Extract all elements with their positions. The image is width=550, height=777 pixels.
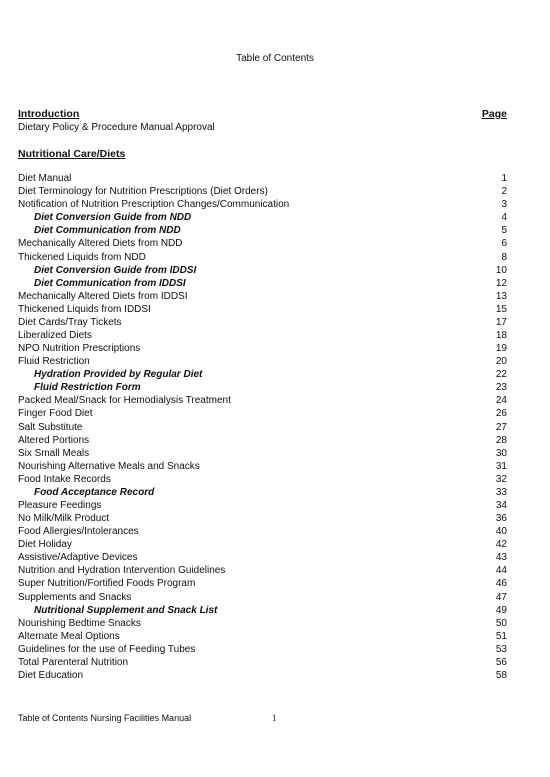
toc-entry-page: 53 [495,643,507,655]
toc-entry-label: Nourishing Bedtime Snacks [18,617,141,629]
toc-entry-page: 8 [501,251,507,263]
toc-subentry [18,486,507,499]
toc-subentry [18,368,507,381]
toc-entry [18,329,507,342]
toc-entry-label: Thickened Liquids from IDDSI [18,303,151,315]
toc-entry-label: Diet Education [18,670,84,681]
toc-entry-label: Finger Food Diet [18,408,93,420]
toc-entry-page: 20 [495,356,507,368]
toc-entry-page: 19 [495,343,507,355]
toc-entry [18,250,507,263]
toc-entry-page: 34 [495,499,507,511]
toc-entry-label: No Milk/Milk Product [18,513,110,525]
toc-entry [18,342,507,355]
toc-entry-page: 40 [495,526,507,538]
footer-page-number: 1 [272,713,277,723]
toc-entry-page: 23 [495,382,507,394]
toc-subentry [18,211,507,224]
toc-entry [18,669,507,682]
toc-entry [18,643,507,656]
toc-entry-page: 1 [501,173,507,185]
toc-entry-label: Mechanically Altered Diets from IDDSI [18,290,188,302]
toc-entry-page: 18 [495,329,507,341]
toc-entry-page: 15 [495,303,507,315]
toc-entry [18,460,507,473]
toc-entry-page: 31 [495,460,507,472]
toc-entry [18,355,507,368]
toc-entry-label: Fluid Restriction Form [34,382,141,394]
toc-entry-page: 47 [495,591,507,603]
toc-entry [18,316,507,329]
toc-entry-page: 43 [495,552,507,564]
toc-entry [18,591,507,604]
toc-entry-page: 22 [495,369,507,381]
toc-entry-label: Diet Communication from NDD [34,225,181,237]
toc-entry-label: Hydration Provided by Regular Diet [34,369,203,381]
toc-subentry [18,264,507,277]
toc-entry-page: 17 [495,316,507,328]
toc-entry [18,172,507,185]
toc-entry [18,447,507,460]
toc-entry-label: Food Acceptance Record [34,486,155,498]
toc-entry-label: Diet Cards/Tray Tickets [18,316,122,328]
toc-entry-page: 10 [495,264,507,276]
toc-entry-page: 30 [495,447,507,459]
toc-entry-page: 51 [495,630,507,642]
toc-entry-label: Diet Manual [18,173,72,185]
toc-entry-label: Food Intake Records [18,473,111,485]
toc-entry-label: Diet Holiday [18,539,72,551]
toc-entry-label: Supplements and Snacks [18,591,132,603]
toc-entry-label: Total Parenteral Nutrition [18,656,129,668]
introduction-heading-row [18,108,507,120]
toc-entry-page: 3 [501,199,507,211]
toc-subentry [18,224,507,237]
toc-entry-label: Thickened Liquids from NDD [18,251,146,263]
toc-entry [18,656,507,669]
toc-subentry [18,277,507,290]
toc-entry-label: Alternate Meal Options [18,630,120,642]
toc-entry [18,394,507,407]
toc-entry-label: Notification of Nutrition Prescription Changes/Communication [18,199,290,211]
toc-entry-page: 13 [495,290,507,302]
introduction-heading: Introduction [18,108,80,120]
toc-entry-page: 2 [501,186,507,198]
approval-entry: Dietary Policy & Procedure Manual Approval [18,122,215,133]
toc-entry-label: Six Small Meals [18,447,90,459]
toc-entry-label: Super Nutrition/Fortified Foods Program [18,578,196,590]
toc-entry [18,407,507,420]
toc-entry [18,551,507,564]
toc-entry-page: 6 [501,238,507,250]
toc-entry-page: 28 [495,434,507,446]
toc-entry-label: Assistive/Adaptive Devices [18,552,138,564]
toc-entry-page: 36 [495,513,507,525]
toc-entry [18,434,507,447]
toc-entry-label: NPO Nutrition Prescriptions [18,343,141,355]
toc-entry [18,525,507,538]
toc-entry [18,303,507,316]
toc-entry-label: Food Allergies/Intolerances [18,526,139,538]
toc-entry [18,564,507,577]
toc-entry-page: 4 [501,212,507,224]
toc-entry [18,512,507,525]
toc-entry-page: 26 [495,408,507,420]
toc-entry-label: Liberalized Diets [18,329,92,341]
toc-entry [18,420,507,433]
toc-entry [18,290,507,303]
toc-entry-label: Salt Substitute [18,421,83,433]
toc-entry-label: Altered Portions [18,434,90,446]
toc-subentry [18,604,507,617]
toc-entry-page: 32 [495,473,507,485]
toc-entry [18,198,507,211]
toc-entry-page: 56 [495,656,507,668]
toc-entry-page: 24 [495,395,507,407]
toc-entry [18,577,507,590]
page-column-heading: Page [481,108,507,120]
toc-entry-page: 49 [495,604,507,616]
toc-entry-label: Nutrition and Hydration Intervention Guidelines [18,565,226,577]
toc-entry-page: 5 [501,225,507,237]
toc-subentry [18,381,507,394]
toc-entry [18,237,507,250]
toc-entry-page: 46 [495,578,507,590]
toc-entry-label: Fluid Restriction [18,356,90,368]
toc-entry [18,185,507,198]
toc-entry [18,499,507,512]
toc-entry-label: Nutritional Supplement and Snack List [34,604,218,616]
toc-entry-label: Diet Conversion Guide from NDD [34,212,192,224]
toc-entry-label: Packed Meal/Snack for Hemodialysis Treatment [18,395,231,407]
toc-entry [18,617,507,630]
toc-entry [18,473,507,486]
nutritional-care-heading: Nutritional Care/Diets [18,148,126,160]
toc-entry-label: Diet Terminology for Nutrition Prescriptions (Diet Orders) [18,186,268,198]
toc-entry-page: 44 [495,565,507,577]
footer-text: Table of Contents Nursing Facilities Manual [18,713,192,723]
toc-entry-label: Diet Communication from IDDSI [34,277,186,289]
toc-entry-page: 33 [495,486,507,498]
toc-entry-page: 12 [495,277,507,289]
toc-entry [18,630,507,643]
toc-entry-label: Nourishing Alternative Meals and Snacks [18,460,200,472]
toc-entry [18,538,507,551]
toc-entry-label: Pleasure Feedings [18,499,102,511]
page-title: Table of Contents [236,53,314,64]
toc-entry-page: 58 [495,670,507,681]
toc-entry-label: Diet Conversion Guide from IDDSI [34,264,197,276]
toc-entry-page: 42 [495,539,507,551]
toc-entry-label: Guidelines for the use of Feeding Tubes [18,643,196,655]
toc-entry-page: 50 [495,617,507,629]
toc-entry-label: Mechanically Altered Diets from NDD [18,238,183,250]
toc-entry-page: 27 [495,421,507,433]
toc-list [18,172,507,682]
